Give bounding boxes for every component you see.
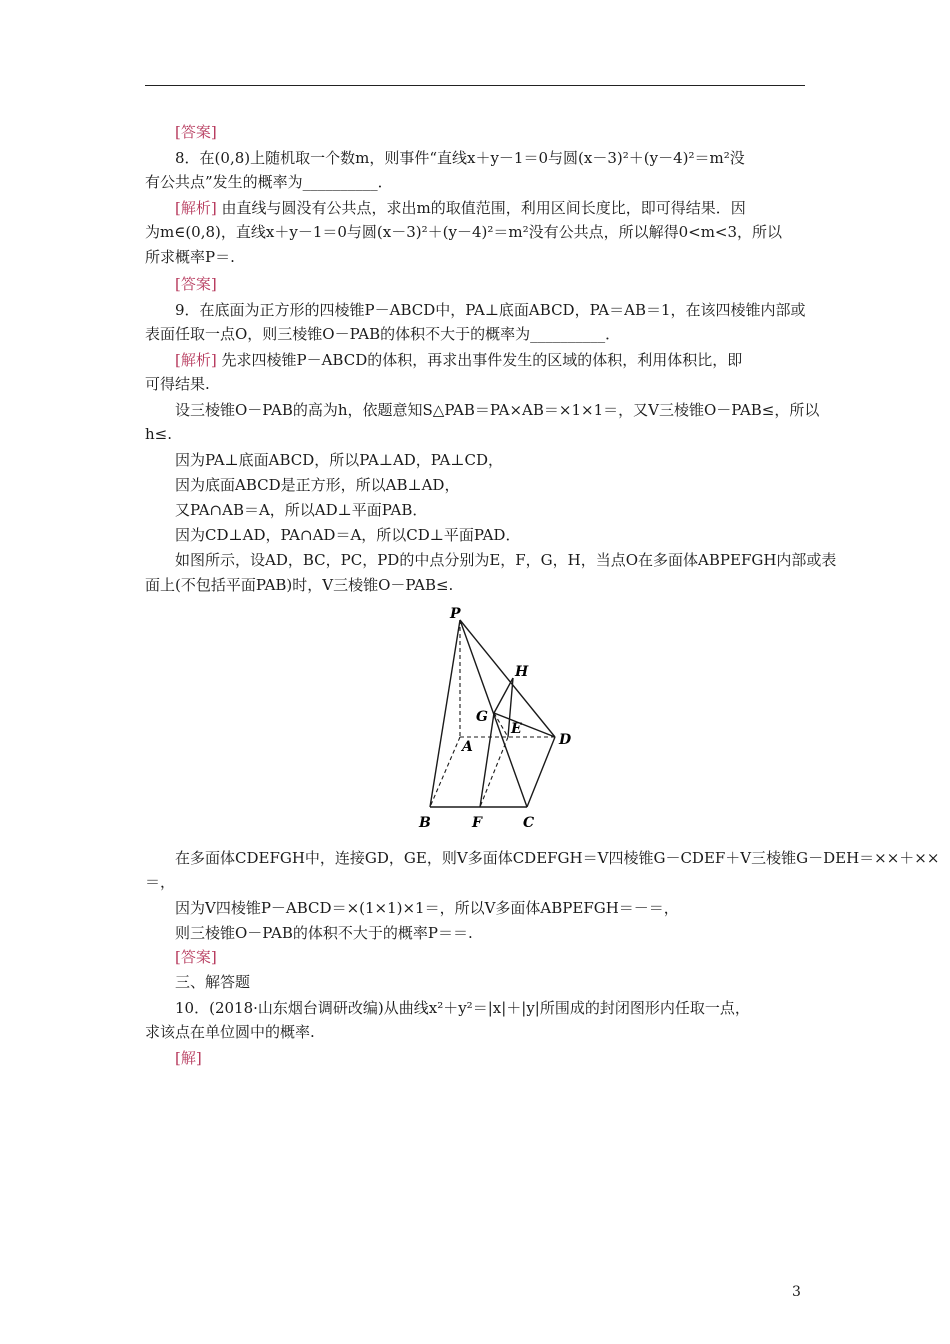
label-P: P [450,606,461,622]
solution-line: 因为底面ABCD是正方形，所以AB⊥AD， [175,476,460,494]
analysis-8-text: 由直线与圆没有公共点，求出m的取值范围，利用区间长度比，即可得结果．因 [221,199,746,217]
label-H: H [515,664,529,680]
label-E: E [511,721,522,737]
label-C: C [523,815,535,831]
analysis-tag: [解析] [175,199,217,217]
solution-line: 面上(不包括平面PAB)时，V三棱锥O－PAB≤. [145,576,454,594]
edge-CD [527,737,555,807]
edge-AB [430,737,460,807]
page-number: 3 [792,1284,801,1300]
label-B: B [419,815,431,831]
answer-tag: [答案] [175,275,217,293]
label-F: F [472,815,482,831]
analysis-8-line-1 [175,196,746,220]
section-heading: 三、解答题 [175,973,251,991]
pyramid-diagram [405,605,585,840]
edge-EF [480,737,508,807]
label-A: A [462,739,473,755]
header-rule [145,85,805,86]
solution-line: 则三棱锥O－PAB的体积不大于的概率P＝＝. [175,924,473,942]
label-D: D [559,732,572,748]
solution-line: h≤. [145,425,172,443]
edge-FG [480,713,494,807]
question-8-line-1: 8．在(0,8)上随机取一个数m，则事件“直线x＋y－1＝0与圆(x－3)²＋(y－4)²＝m²没 [175,149,745,167]
analysis-9-line-1 [175,348,742,372]
analysis-8-line-2: 为m∈(0,8)，直线x＋y－1＝0与圆(x－3)²＋(y－4)²＝m²没有公共点，所以解得0<m<3，所以 [145,223,783,241]
solution-line: 在多面体CDEFGH中，连接GD，GE，则V多面体CDEFGH＝V四棱锥G－CDEF＋V三棱锥G－DEH＝××＋×× [175,849,940,867]
analysis-9-line-2: 可得结果. [145,375,210,393]
question-9-line-1: 9．在底面为正方形的四棱锥P－ABCD中，PA⊥底面ABCD，PA＝AB＝1，在该四棱锥内部或 [175,301,806,319]
analysis-tag: [解析] [175,351,217,369]
solution-line: 又PA∩AB＝A，所以AD⊥平面PAB． [175,501,428,519]
solution-tag: [解] [175,1049,202,1067]
solution-line: ＝， [145,873,176,891]
solution-line: 因为PA⊥底面ABCD，所以PA⊥AD，PA⊥CD， [175,451,503,469]
question-8-line-2: 有公共点”发生的概率为__________． [145,173,393,191]
solution-line: 因为CD⊥AD，PA∩AD＝A，所以CD⊥平面PAD． [175,526,521,544]
question-9-line-2: 表面任取一点O，则三棱锥O－PAB的体积不大于的概率为__________． [145,325,621,343]
solution-line: 因为V四棱锥P－ABCD＝×(1×1)×1＝，所以V多面体ABPEFGH＝－＝， [175,899,679,917]
analysis-9-text: 先求四棱锥P－ABCD的体积，再求出事件发生的区域的体积，利用体积比，即 [221,351,743,369]
edge-PB [430,620,460,807]
question-10-line-1: 10．(2018·山东烟台调研改编)从曲线x²＋y²＝|x|＋|y|所围成的封闭图形内任取一点， [175,999,750,1017]
pyramid-figure [405,605,585,840]
answer-tag: [答案] [175,948,217,966]
edge-PD [460,620,555,737]
answer-tag: [答案] [175,123,217,141]
solution-line: 设三棱锥O－PAB的高为h，依题意知S△PAB＝PA×AB＝×1×1＝，又V三棱锥O－PAB≤，所以 [175,401,820,419]
question-10-line-2: 求该点在单位圆中的概率. [145,1023,315,1041]
analysis-8-line-3: 所求概率P＝. [145,248,235,266]
solution-line: 如图所示，设AD，BC，PC，PD的中点分别为E，F，G，H，当点O在多面体ABPEFGH内部或表 [175,551,837,569]
label-G: G [476,709,488,725]
